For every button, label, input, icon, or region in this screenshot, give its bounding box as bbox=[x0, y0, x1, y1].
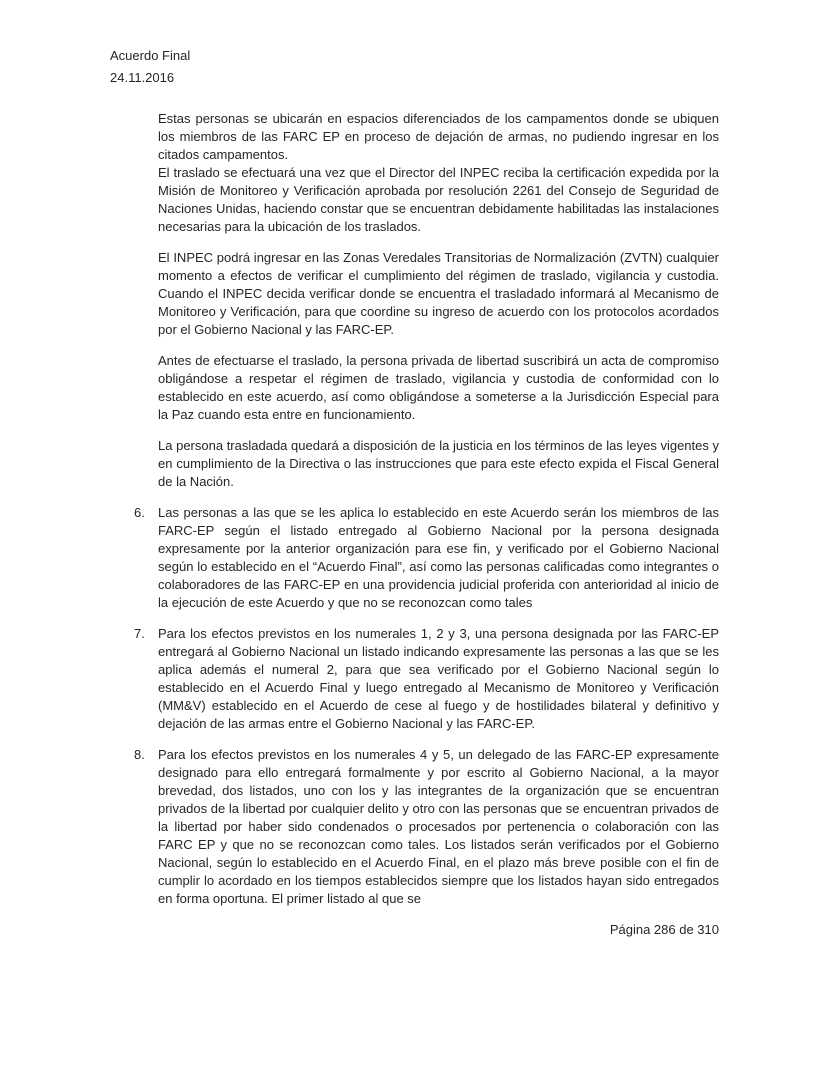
document-title: Acuerdo Final bbox=[110, 48, 191, 63]
item-number: 8. bbox=[134, 747, 145, 762]
page-number-label: Página 286 de 310 bbox=[609, 922, 719, 937]
item-text: Para los efectos previstos en los numerales 1, 2 y 3, una persona designada por las FARC-EP entregará al Gobierno Nacional un listado indicando expresamente las personas a las que se les aplica además el numeral 2, para que sea verificado por el Gobierno Nacional según lo establecido en el Acuerdo Final y luego entregado al Mecanismo de Monitoreo y Verificación (MM&V) establecido en el Acuerdo de cese al fuego y de hostilidades bilateral y definitivo y dejación de las armas entre el Gobierno Nacional y las FARC-EP. bbox=[158, 626, 719, 731]
paragraph-estas-personas: Estas personas se ubicarán en espacios diferenciados de los campamentos donde se ubiquen los miembros de las FARC EP en proceso de dejación de armas, no pudiendo ingresar en los citados campamentos. bbox=[158, 111, 719, 162]
numbered-item-8 bbox=[134, 746, 719, 908]
document-header bbox=[110, 45, 190, 89]
numbered-item-7 bbox=[134, 625, 719, 733]
item-number: 7. bbox=[134, 626, 145, 641]
item-number: 6. bbox=[134, 505, 145, 520]
paragraph-el-traslado: El traslado se efectuará una vez que el Director del INPEC reciba la certificación expedida por la Misión de Monitoreo y Verificación aprobada por resolución 2261 del Consejo de Seguridad de Naciones Unidas, haciendo constar que se encuentran debidamente habilitadas las instalaciones necesarias para la ubicación de los traslados. bbox=[158, 165, 719, 234]
paragraph-el-inpec: El INPEC podrá ingresar en las Zonas Veredales Transitorias de Normalización (ZVTN) cualquier momento a efectos de verificar el cumplimiento del régimen de traslado, vigilancia y custodia. Cuando el INPEC decida verificar donde se encuentra el trasladado informará al Mecanismo de Monitoreo y Verificación, para que coordine su ingreso de acuerdo con los protocolos acordados por el Gobierno Nacional y las FARC-EP. bbox=[158, 250, 719, 337]
numbered-item-6 bbox=[134, 504, 719, 612]
paragraph-antes-de-efectuarse: Antes de efectuarse el traslado, la persona privada de libertad suscribirá un acta de compromiso obligándose a respetar el régimen de traslado, vigilancia y custodia de conformidad con lo establecido en este acuerdo, así como obligándose a someterse a la Jurisdicción Especial para la Paz cuando esta entre en funcionamiento. bbox=[158, 353, 719, 422]
item-text: Las personas a las que se les aplica lo establecido en este Acuerdo serán los miembros de las FARC-EP según el listado entregado al Gobierno Nacional por la persona designada expresamente por la anterior organización para ese fin, y verificado por el Gobierno Nacional según lo establecido en el “Acuerdo Final”, así como las personas calificadas como integrantes o colaboradores de las FARC-EP en una providencia judicial proferida con anterioridad al inicio de la ejecución de este Acuerdo y que no se reconozcan como tales bbox=[158, 505, 719, 610]
document-date: 24.11.2016 bbox=[110, 70, 175, 85]
document-body bbox=[134, 110, 719, 939]
document-footer bbox=[158, 921, 719, 939]
paragraph-la-persona-trasladada: La persona trasladada quedará a disposición de la justicia en los términos de las leyes vigentes y en cumplimiento de la Directiva o las instrucciones que para este efecto expida el Fiscal General de la Nación. bbox=[158, 438, 719, 489]
item-text: Para los efectos previstos en los numerales 4 y 5, un delegado de las FARC-EP expresamente designado para ello entregará formalmente y por escrito al Gobierno Nacional, a la mayor brevedad, dos listados, uno con los y las integrantes de la organización que se encuentran privados de la libertad por cualquier delito y otro con las personas que se encuentran privados de la libertad por haber sido condenados o procesados por pertenencia o colaboración con las FARC EP y que no se reconozcan como tales. Los listados serán verificados por el Gobierno Nacional, según lo establecido en el Acuerdo Final, en el plazo más breve posible con el fin de cumplir lo acordado en los tiempos establecidos siempre que los listados hayan sido entregados en forma oportuna. El primer listado al que se bbox=[158, 747, 719, 906]
